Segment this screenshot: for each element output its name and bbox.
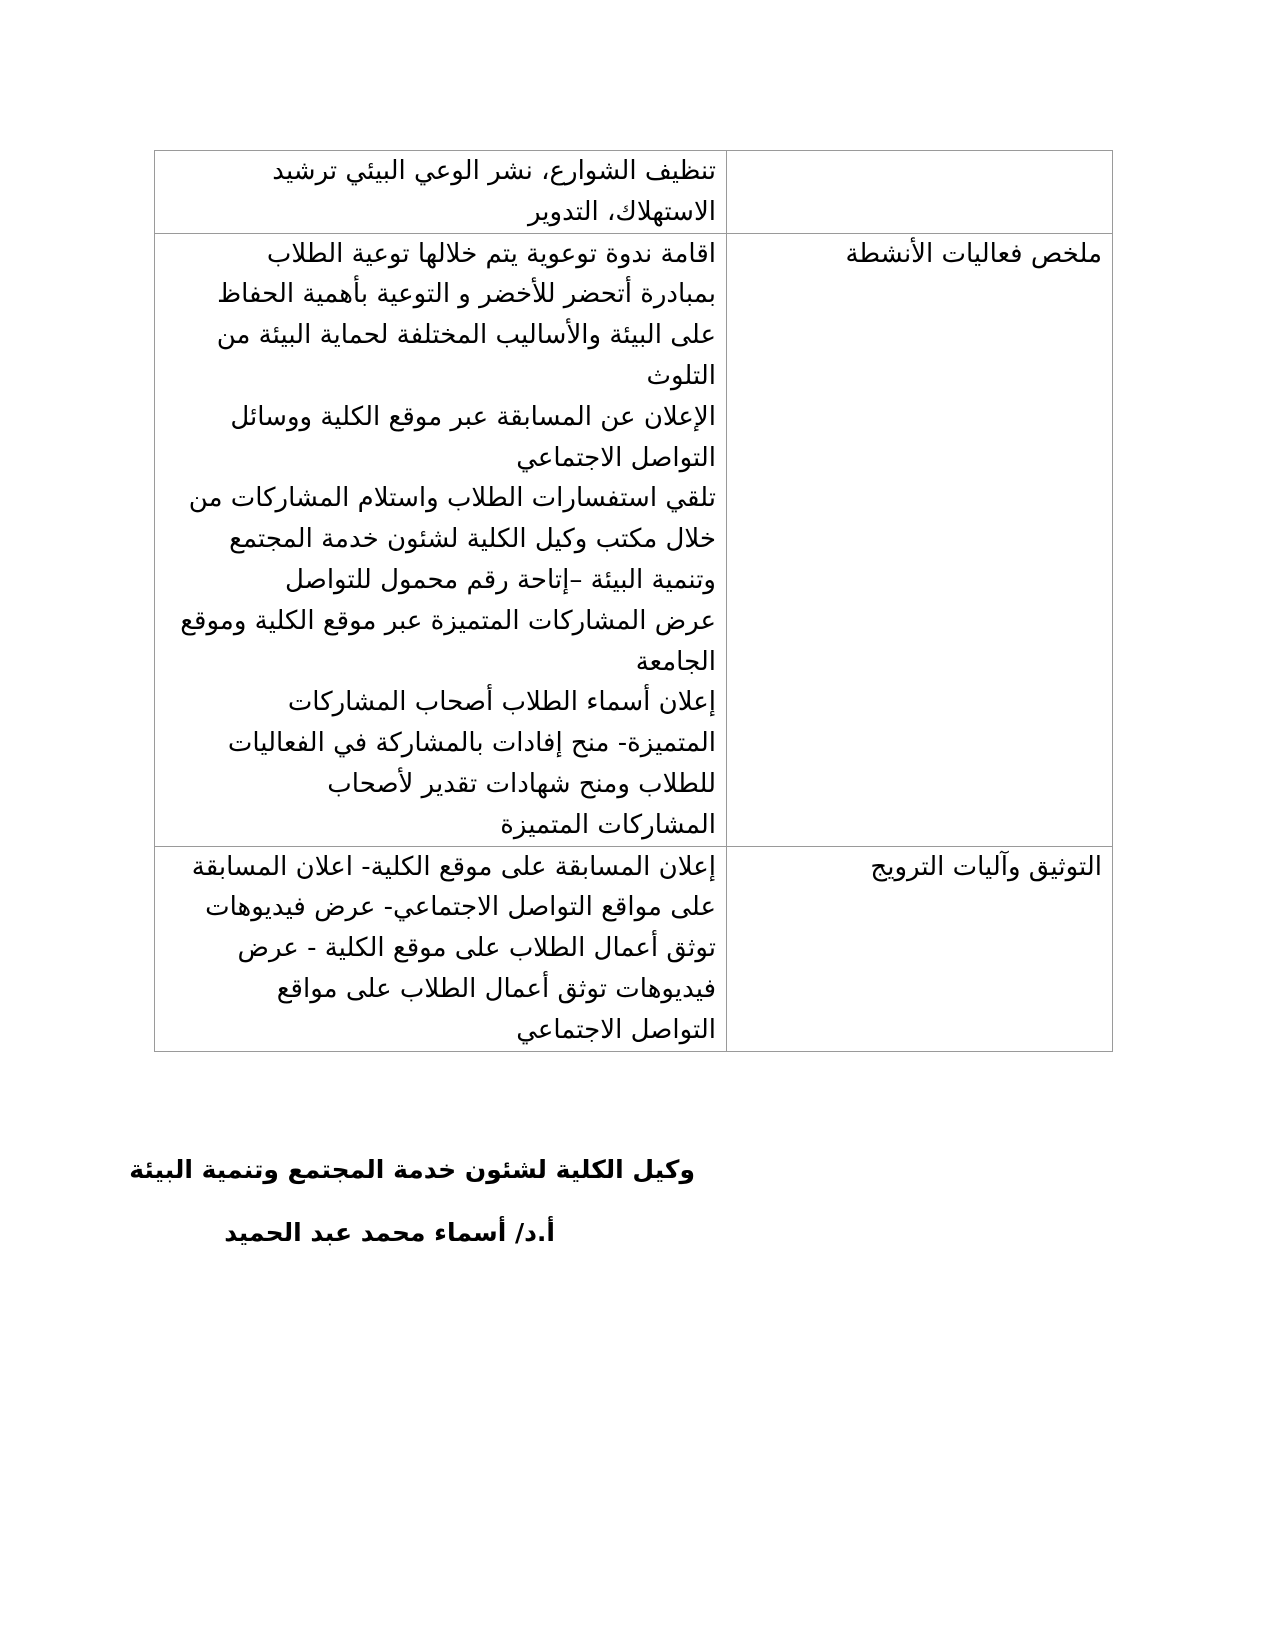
row-label-cell <box>727 846 1113 1051</box>
table-row <box>155 151 1113 234</box>
row-content-cell <box>155 151 727 234</box>
content-line: فيديوهات توثق أعمال الطلاب على مواقع <box>276 973 716 1004</box>
content-line: وتنمية البيئة –إتاحة رقم محمول للتواصل <box>285 564 716 595</box>
content-line: عرض المشاركات المتميزة عبر موقع الكلية وموقع <box>180 605 716 636</box>
content-line: الاستهلاك، التدوير <box>527 196 716 227</box>
row-label: ملخص فعاليات الأنشطة <box>845 238 1102 269</box>
content-line: الإعلان عن المسابقة عبر موقع الكلية ووسائل <box>230 401 716 432</box>
content-line: اقامة ندوة توعوية يتم خلالها توعية الطلاب <box>266 238 716 269</box>
row-label: التوثيق وآليات الترويج <box>870 851 1102 882</box>
content-line: بمبادرة أتحضر للأخضر و التوعية بأهمية الحفاظ <box>217 279 716 310</box>
content-line: للطلاب ومنح شهادات تقدير لأصحاب <box>327 768 716 799</box>
content-line: على مواقع التواصل الاجتماعي- عرض فيديوهات <box>205 892 716 923</box>
content-line: تنظيف الشوارع، نشر الوعي البيئي ترشيد <box>272 156 716 186</box>
signature-name: أ.د/ أسماء محمد عبد الحميد <box>224 1218 555 1247</box>
content-line: إعلان المسابقة على موقع الكلية- اعلان المسابقة <box>191 851 716 882</box>
table-body <box>155 151 1113 1052</box>
content-line: المتميزة- منح إفادات بالمشاركة في الفعاليات <box>227 728 716 759</box>
content-line: التلوث <box>646 360 716 391</box>
content-line: التواصل الاجتماعي <box>516 1014 716 1045</box>
row-label-cell <box>727 233 1113 846</box>
content-line: توثق أعمال الطلاب على موقع الكلية - عرض <box>237 933 716 964</box>
signature-title: وكيل الكلية لشئون خدمة المجتمع وتنمية البيئة <box>129 1155 695 1184</box>
table-row <box>155 846 1113 1051</box>
content-line: تلقي استفسارات الطلاب واستلام المشاركات من <box>188 483 716 514</box>
content-line: التواصل الاجتماعي <box>516 442 716 473</box>
content-line: إعلان أسماء الطلاب أصحاب المشاركات <box>287 687 716 718</box>
content-line: على البيئة والأساليب المختلفة لحماية البيئة من <box>216 320 716 351</box>
row-content-cell <box>155 233 727 846</box>
content-line: خلال مكتب وكيل الكلية لشئون خدمة المجتمع <box>229 524 716 555</box>
content-line: الجامعة <box>635 646 716 677</box>
row-label-cell <box>727 151 1113 234</box>
table-row <box>155 233 1113 846</box>
row-content-cell <box>155 846 727 1051</box>
activity-table <box>154 150 1113 1052</box>
content-line: المشاركات المتميزة <box>500 809 716 840</box>
